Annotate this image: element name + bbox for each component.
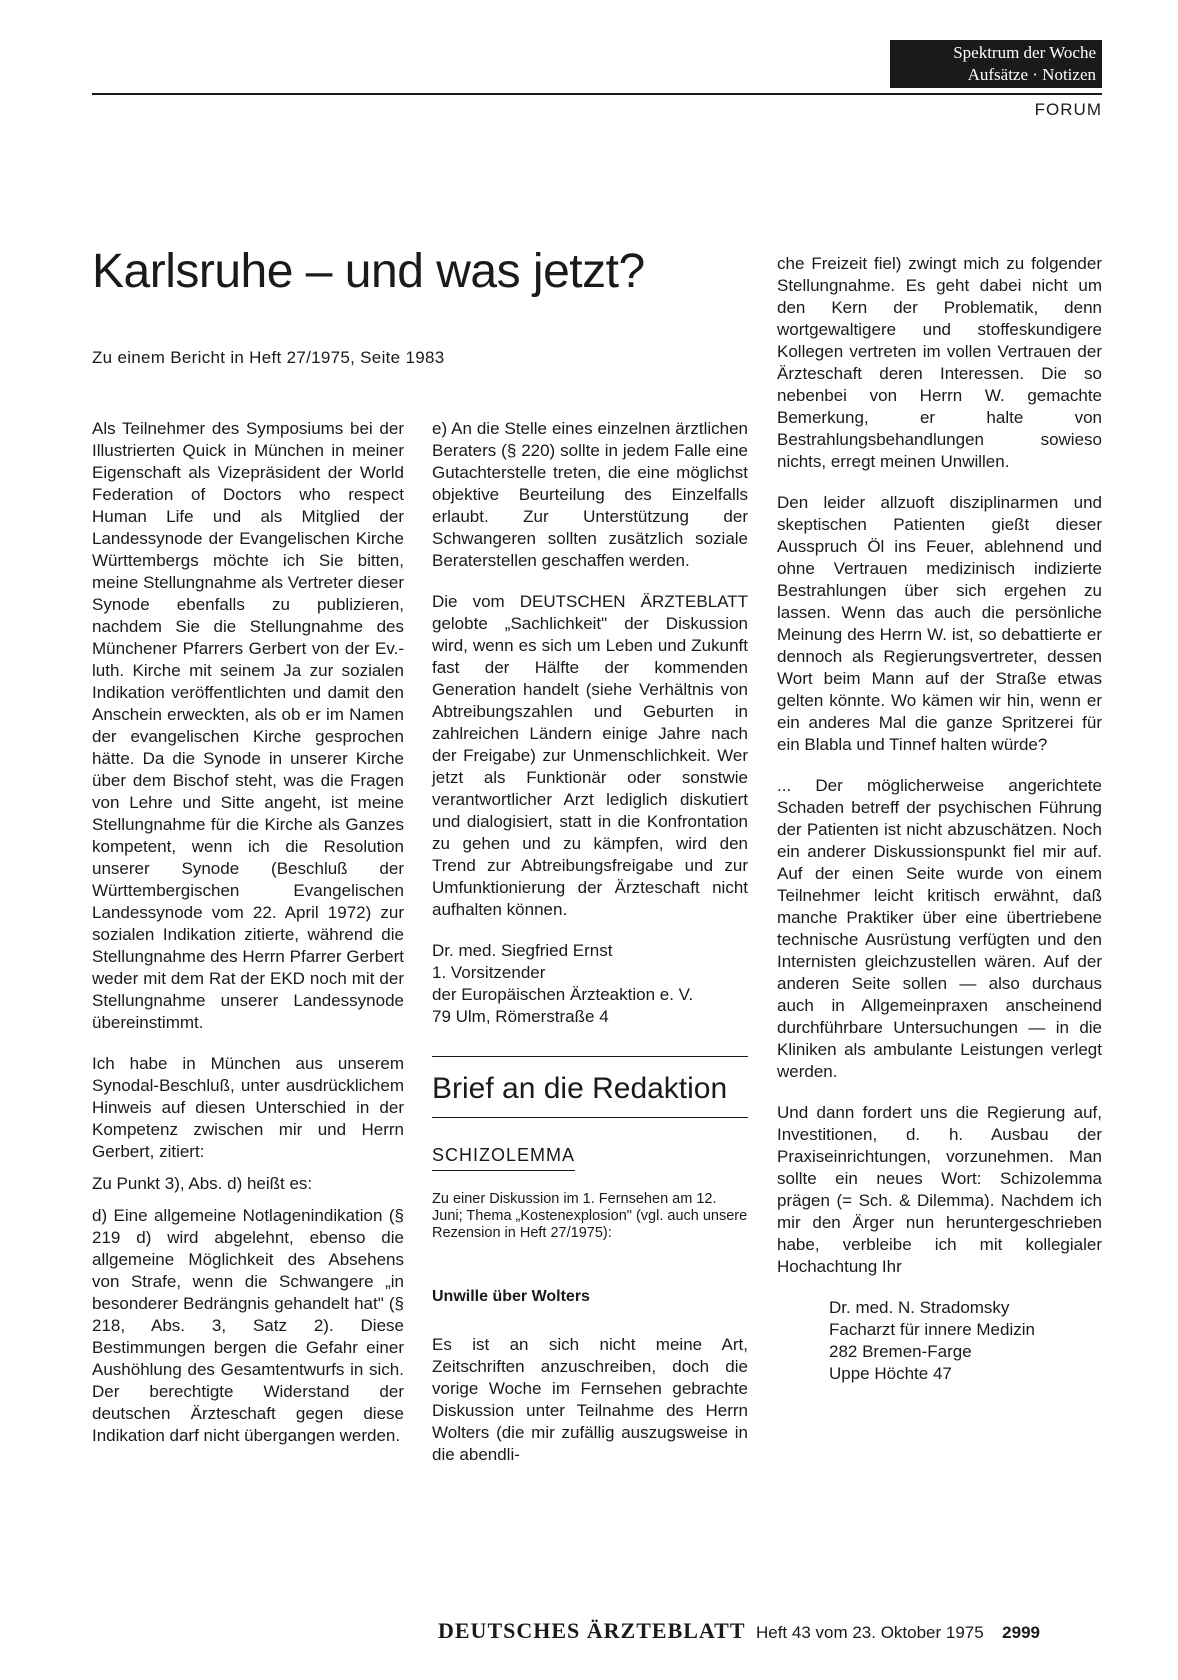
column-3	[777, 253, 1102, 1385]
paragraph: Ich habe in München aus unserem Synodal-Beschluß, unter ausdrücklichem Hinweis auf diesen Unterschied in der Kompetenz zwischen mir und Herrn Gerbert, zitiert:	[92, 1054, 404, 1161]
section-label: FORUM	[1034, 100, 1102, 119]
paragraph: e) An die Stelle eines einzelnen ärztlichen Beraters (§ 220) sollte in jedem Falle eine Gutachterstelle treten, die eine möglichst objektive Beurteilung des Einzelfalls erlaubt. Zur Unterstützung der Schwangeren sollten zusätzlich soziale Beraterstellen geschaffen werden.	[432, 419, 748, 570]
signature-city: 282 Bremen-Farge	[829, 1342, 972, 1361]
letter-intro: Zu einer Diskussion im 1. Fernsehen am 12. Juni; Thema „Kostenexplosion" (vgl. auch unsere Rezension in Heft 27/1975):	[432, 1191, 748, 1241]
signature-org: der Europäischen Ärzteaktion e. V.	[432, 985, 694, 1004]
letter-subhead: Unwille über Wolters	[432, 1288, 590, 1305]
section-heading: Brief an die Redaktion	[432, 1072, 728, 1105]
banner-line-2: Aufsätze · Notizen	[967, 65, 1096, 84]
paragraph: Den leider allzuoft disziplinarmen und skeptischen Patienten gießt dieser Ausspruch Öl ins Feuer, ablehnend und ohne Vertrauen medizinisch indizierte Bestrahlungen über sich ergehen zu lassen. Wenn das auch die persönliche Meinung des Herrn W. ist, so debattierte er dennoch als Regierungsvertreter, dessen Wort beim Mann auf der Straße etwas gelten könnte. Wo kämen wir hin, wenn er ein anderes Mal die ganze Spritzerei für ein Blabla und Tinnef halten würde?	[777, 493, 1102, 754]
page-footer	[438, 1618, 1040, 1644]
signature-role: 1. Vorsitzender	[432, 963, 546, 982]
letter-title: SCHIZOLEMMA	[432, 1144, 575, 1171]
column-2	[432, 418, 748, 1485]
header-rule	[92, 93, 1102, 95]
issue-info: Heft 43 vom 23. Oktober 1975	[755, 1623, 984, 1642]
signature-block	[829, 1297, 1102, 1385]
signature-block	[432, 940, 748, 1028]
paragraph: Und dann fordert uns die Regierung auf, Investitionen, d. h. Ausbau der Praxiseinrichtungen, vorzunehmen. Man sollte ein neues Wort: Schizolemma prägen (= Sch. & Dilemma). Nachdem ich mir den Ärger nun heruntergeschrieben habe, verbleibe ich mit kollegialer Hochachtung Ihr	[777, 1103, 1102, 1276]
paragraph: Als Teilnehmer des Symposiums bei der Illustrierten Quick in München in meiner Eigenschaft als Vizepräsident der World Federation of Doctors who respect Human Life und als Mitglied der Landessynode der Evangelischen Kirche Württembergs möchte ich Sie bitten, meine Stellungnahme als Vertreter dieser Synode ebenfalls zu publizieren, nachdem Sie die Stellungnahme des Münchener Pfarrers Gerbert von der Ev.-luth. Kirche mit seinem Ja zur sozialen Indikation veröffentlichten und damit den Anschein erweckten, als ob er im Namen der evangelischen Kirche gesprochen hätte. Da die Synode in unserer Kirche über dem Bischof steht, was die Fragen von Lehre und Sitte angeht, ist meine Stellungnahme für die Kirche als Ganzes kompetent, wenn ich die Resolution unserer Synode (Beschluß der Württembergischen Evangelischen Landessynode vom 22. April 1972) zur sozialen Indikation zitierte, während die Stellungnahme des Herrn Pfarrer Gerbert weder mit dem Rat der EKD noch mit der Stellungnahme unserer Landessynode übereinstimmt.	[92, 419, 404, 1032]
signature-address: Uppe Höchte 47	[829, 1364, 952, 1383]
signature-name: Dr. med. Siegfried Ernst	[432, 941, 613, 960]
section-banner	[890, 40, 1102, 88]
paragraph: d) Eine allgemeine Notlagenindikation (§ 219 d) wird abgelehnt, ebenso die allgemeine Möglichkeit des Absehens von Strafe, wenn die Schwangere „in besonderer Bedrängnis gehandelt hat" (§ 218, Abs. 3, Satz 2). Diese Bestimmungen bergen die Gefahr einer Aushöhlung des Gesamtentwurfs in sich. Der berechtigte Widerstand der deutschen Ärzteschaft gegen diese Indikation darf nicht übergangen werden.	[92, 1206, 404, 1445]
paragraph: ... Der möglicherweise angerichtete Schaden betreff der psychischen Führung der Patienten ist nicht abzuschätzen. Noch ein anderer Diskussionspunkt fiel mir auf. Auf der einen Seite wurde von einem Teilnehmer leicht kritisch erwähnt, daß manche Praktiker über eine übertriebene technische Ausrüstung verfügten und den Internisten gleichzustellen wären. Auf der anderen Seite sollen — also durchaus auch in Allgemeinpraxen anscheinend durchführbare Untersuchungen — in die Kliniken als ambulante Leistungen verlegt werden.	[777, 776, 1102, 1081]
banner-line-1: Spektrum der Woche	[953, 43, 1096, 62]
signature-role: Facharzt für innere Medizin	[829, 1320, 1035, 1339]
column-1	[92, 418, 404, 1466]
journal-name: DEUTSCHES ÄRZTEBLATT	[438, 1618, 746, 1643]
paragraph: che Freizeit fiel) zwingt mich zu folgender Stellungnahme. Es geht dabei nicht um den Kern der Problematik, denn wortgewaltigere und stoffeskundigere Kollegen vertreten im vollen Vertrauen der Ärzteschaft deren Interessen. Die so nebenbei von Herrn W. gemachte Bemerkung, er halte von Bestrahlungsbehandlungen sowieso nichts, erregt meinen Unwillen.	[777, 254, 1102, 471]
section-rule-bottom	[432, 1117, 748, 1118]
paragraph: Die vom DEUTSCHEN ÄRZTEBLATT gelobte „Sachlichkeit" der Diskussion wird, wenn es sich um Leben und Zukunft fast der Hälfte der kommenden Generation handelt (siehe Verhältnis von Abtreibungszahlen und Geburten in zahlreichen Ländern einige Jahre nach der Freigabe) zur Unmenschlichkeit. Wer jetzt als Funktionär oder sonstwie verantwortlicher Arzt lediglich diskutiert und dialogisiert, statt in die Konfrontation zu gehen und zu kämpfen, wird den Trend zur Abtreibungsfreigabe und zur Umfunktionierung der Ärzteschaft nicht aufhalten können.	[432, 592, 748, 919]
section-rule-top	[432, 1056, 748, 1057]
article-subtitle: Zu einem Bericht in Heft 27/1975, Seite 1983	[92, 348, 445, 367]
article-title: Karlsruhe – und was jetzt?	[92, 245, 645, 298]
page-number: 2999	[1002, 1623, 1040, 1642]
paragraph: Es ist an sich nicht meine Art, Zeitschriften anzuschreiben, doch die vorige Woche im Fernsehen gebrachte Diskussion unter Teilnahme des Herrn Wolters (die mir zufällig auszugsweise in die abendli-	[432, 1335, 748, 1464]
signature-address: 79 Ulm, Römerstraße 4	[432, 1007, 609, 1026]
paragraph: Zu Punkt 3), Abs. d) heißt es:	[92, 1174, 313, 1193]
signature-name: Dr. med. N. Stradomsky	[829, 1298, 1010, 1317]
